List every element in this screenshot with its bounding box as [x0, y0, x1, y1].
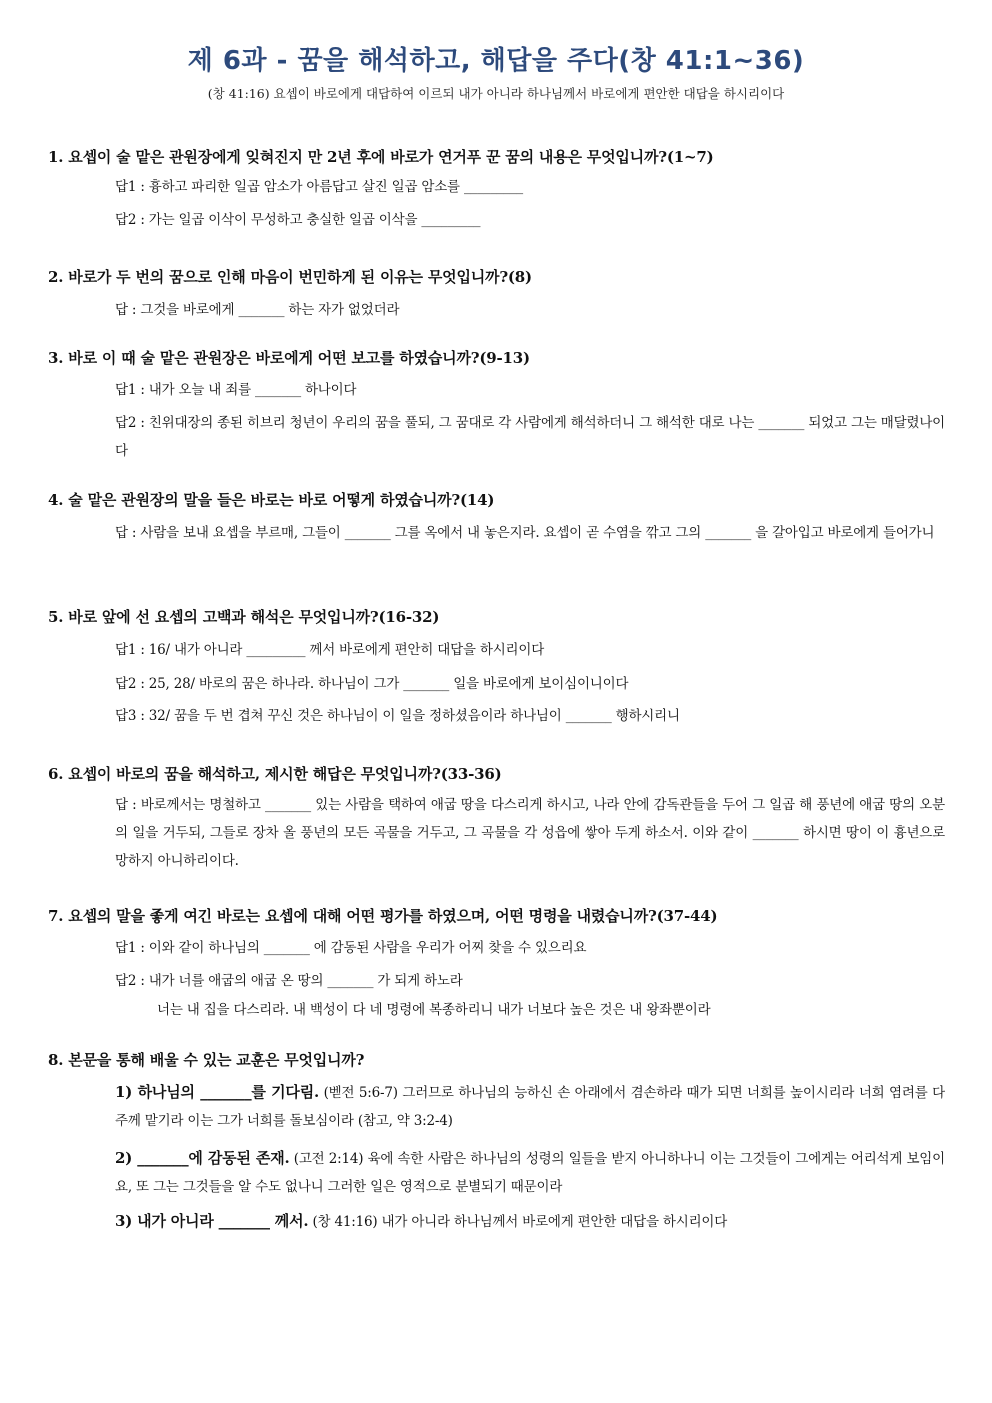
- answer-6-1: 답 : 바로께서는 명철하고 _______ 있는 사람을 택하여 애굽 땅을 다스리게 하시고, 나라 안에 감독관들을 두어 그 일곱 해 풍년에 애굽 땅의 오분의 일을 거두되, 그들로 장차 올 풍년의 모든 곡물을 거두고, 그 곡물을 각 성읍에 쌓아 두게 하소서. 이와 같이 _______ 하시면 땅이 이 흉년으로 망하지 아니하리이다.: [115, 797, 945, 869]
- lesson-2-head: 2) _______에 감동된 존재.: [115, 1149, 290, 1167]
- answer-7-1: 답1 : 이와 같이 하나님의 _______ 에 감동된 사람을 우리가 어찌 찾을 수 있으리요: [115, 940, 587, 956]
- question-2: 2. 바로가 두 번의 꿈으로 인해 마음이 번민하게 된 이유는 무엇입니까?(8): [48, 268, 532, 286]
- answer-5-1: 답1 : 16/ 내가 아니라 _________ 께서 바로에게 편안히 대답을 하시리이다: [115, 642, 545, 658]
- lesson-2-body: (고전 2:14) 육에 속한 사람은 하나님의 성령의 일들을 받지 아니하나니 이는 그것들이 그에게는 어리석게 보임이요, 또 그는 그것들을 알 수도 없나니 그러한 일은 영적으로 분별되기 때문이라: [115, 1151, 945, 1195]
- question-1: 1. 요셉이 술 맡은 관원장에게 잊혀진지 만 2년 후에 바로가 연거푸 꾼 꿈의 내용은 무엇입니까?(1~7): [48, 148, 714, 166]
- question-7: 7. 요셉의 말을 좋게 여긴 바로는 요셉에 대해 어떤 평가를 하였으며, 어떤 명령을 내렸습니까?(37-44): [48, 907, 718, 925]
- answer-1-2: 답2 : 가는 일곱 이삭이 무성하고 충실한 일곱 이삭을 _________: [115, 212, 481, 228]
- answer-7-2: 답2 : 내가 너를 애굽의 애굽 온 땅의 _______ 가 되게 하노라: [115, 973, 463, 989]
- answer-7-3: 너는 내 집을 다스리라. 내 백성이 다 네 명령에 복종하리니 내가 너보다 높은 것은 내 왕좌뿐이라: [157, 1002, 711, 1018]
- answer-1-1: 답1 : 흉하고 파리한 일곱 암소가 아름답고 살진 일곱 암소를 _________: [115, 179, 523, 195]
- lesson-2: [115, 1144, 945, 1201]
- answer-2-1: 답 : 그것을 바로에게 _______ 하는 자가 없었더라: [115, 302, 400, 318]
- answer-3-1: 답1 : 내가 오늘 내 죄를 _______ 하나이다: [115, 382, 357, 398]
- answer-4-1: 답 : 사람을 보내 요셉을 부르매, 그들이 _______ 그를 옥에서 내 놓은지라. 요셉이 곧 수염을 깎고 그의 _______ 을 갈아입고 바로에게 들어가니: [115, 525, 935, 541]
- page-subtitle: (창 41:16) 요셉이 바로에게 대답하여 이르되 내가 아니라 하나님께서 바로에게 편안한 대답을 하시리이다: [207, 86, 785, 101]
- answer-5-3: 답3 : 32/ 꿈을 두 번 겹쳐 꾸신 것은 하나님이 이 일을 정하셨음이라 하나님이 _______ 행하시리니: [115, 708, 680, 724]
- page-title: 제 6과 - 꿈을 해석하고, 해답을 주다(창 41:1~36): [187, 46, 805, 76]
- answer-5-2: 답2 : 25, 28/ 바로의 꿈은 하나라. 하나님이 그가 _______ 일을 바로에게 보이심이니이다: [115, 676, 629, 692]
- question-5: 5. 바로 앞에 선 요셉의 고백과 해석은 무엇입니까?(16-32): [48, 608, 440, 626]
- lesson-3: [115, 1207, 945, 1236]
- question-6: 6. 요셉이 바로의 꿈을 해석하고, 제시한 해답은 무엇입니까?(33-36): [48, 765, 502, 783]
- lesson-1-body: (벧전 5:6-7) 그러므로 하나님의 능하신 손 아래에서 겸손하라 때가 되면 너희를 높이시리라 너희 염려를 다 주께 맡기라 이는 그가 너희를 돌보심이라 (참고, 약 3:2-4): [115, 1085, 945, 1129]
- question-4: 4. 술 맡은 관원장의 말을 들은 바로는 바로 어떻게 하였습니까?(14): [48, 491, 495, 509]
- lesson-3-head: 3) 내가 아니라 _______ 께서.: [115, 1212, 309, 1230]
- lesson-3-body: (창 41:16) 내가 아니라 하나님께서 바로에게 편안한 대답을 하시리이다: [308, 1214, 728, 1230]
- lesson-1-head: 1) 하나님의 _______를 기다림.: [115, 1083, 320, 1101]
- question-8: 8. 본문을 통해 배울 수 있는 교훈은 무엇입니까?: [48, 1051, 365, 1069]
- question-3: 3. 바로 이 때 술 맡은 관원장은 바로에게 어떤 보고를 하였습니까?(9-13): [48, 349, 530, 367]
- answer-3-2: 답2 : 친위대장의 종된 히브리 청년이 우리의 꿈을 풀되, 그 꿈대로 각 사람에게 해석하더니 그 해석한 대로 나는 _______ 되었고 그는 매달렸나이다: [115, 415, 945, 459]
- lesson-1: [115, 1078, 945, 1135]
